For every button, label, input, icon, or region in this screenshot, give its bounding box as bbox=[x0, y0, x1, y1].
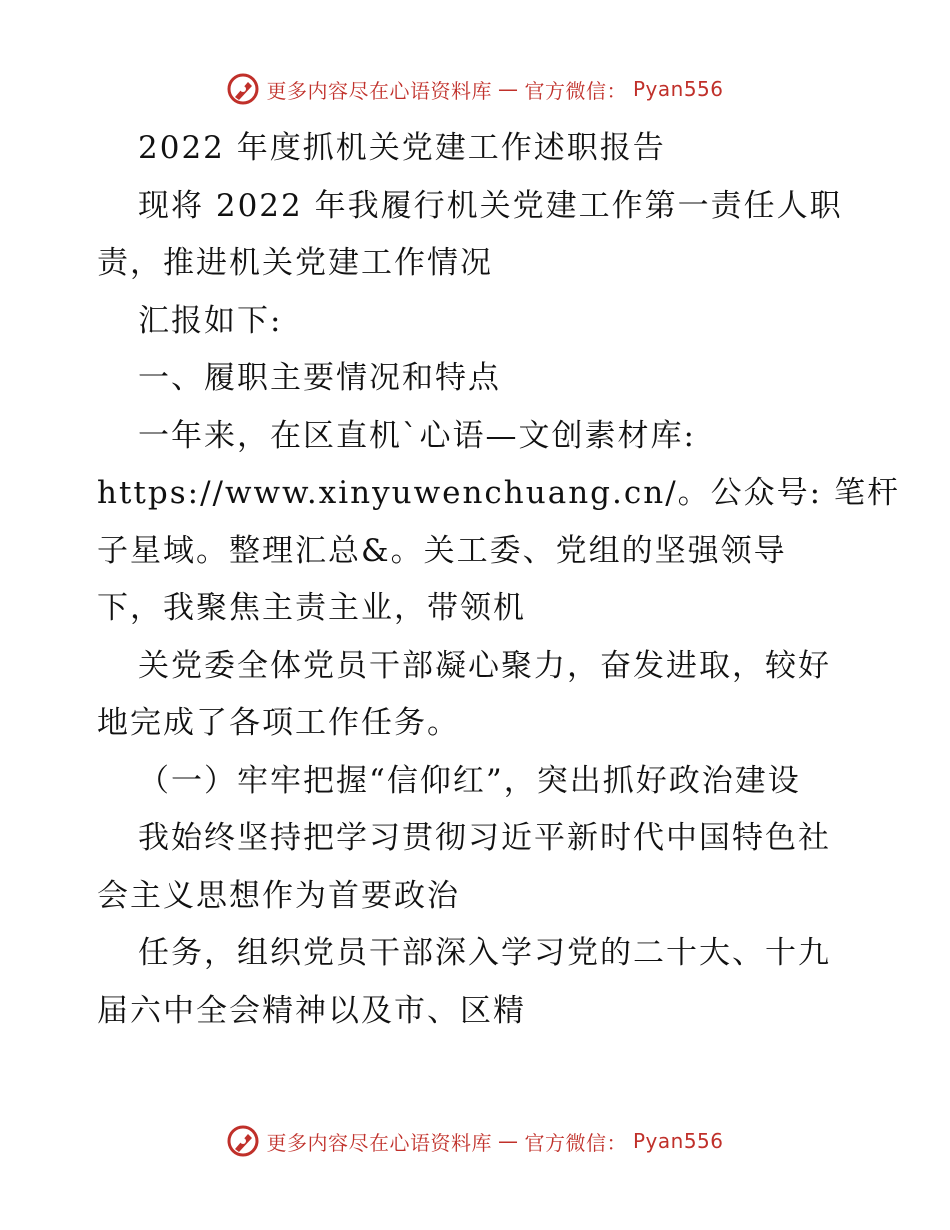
section-heading: 一、履职主要情况和特点 bbox=[138, 360, 501, 396]
watermark-text: 更多内容尽在心语资料库 bbox=[266, 1130, 492, 1155]
watermark-wechat-id: Pyan556 bbox=[632, 77, 724, 101]
pen-logo-icon bbox=[226, 72, 260, 106]
paragraph-line: 现将 2022 年我履行机关党建工作第一责任人职 bbox=[138, 187, 843, 224]
paragraph-line: 我始终坚持把学习贯彻习近平新时代中国特色社 bbox=[138, 820, 831, 856]
paragraph-line: https://www.xinyuwenchuang.cn/。公众号: 笔杆 bbox=[97, 475, 900, 511]
pen-logo-icon bbox=[226, 1124, 260, 1158]
paragraph-line: 责，推进机关党建工作情况 bbox=[97, 245, 493, 281]
watermark-text: 更多内容尽在心语资料库 bbox=[266, 78, 492, 103]
footer-watermark bbox=[0, 1124, 950, 1158]
watermark-wechat-label: 官方微信： bbox=[524, 1130, 627, 1155]
watermark-separator: — bbox=[497, 77, 519, 101]
watermark-wechat-label: 官方微信： bbox=[524, 78, 627, 103]
subsection-heading: （一）牢牢把握“信仰红”，突出抓好政治建设 bbox=[138, 762, 801, 799]
paragraph-line: 下，我聚焦主责主业，带领机 bbox=[97, 590, 526, 626]
document-body bbox=[97, 120, 900, 1040]
paragraph-line: 子星域。整理汇总&。关工委、党组的坚强领导 bbox=[97, 532, 787, 569]
paragraph-line: 一年来，在区直机`心语—文创素材库: bbox=[138, 417, 696, 454]
paragraph-line: 关党委全体党员干部凝心聚力，奋发进取，较好 bbox=[138, 647, 831, 684]
paragraph-line: 会主义思想作为首要政治 bbox=[97, 877, 460, 914]
header-watermark bbox=[0, 72, 950, 106]
paragraph-line: 任务，组织党员干部深入学习党的二十大、十九 bbox=[138, 935, 831, 971]
paragraph-line: 地完成了各项工作任务。 bbox=[97, 705, 460, 741]
watermark-separator: — bbox=[497, 1129, 519, 1153]
paragraph-line: 届六中全会精神以及市、区精 bbox=[97, 992, 526, 1029]
document-title: 2022 年度抓机关党建工作述职报告 bbox=[138, 130, 666, 166]
watermark-wechat-id: Pyan556 bbox=[632, 1129, 724, 1153]
paragraph-line: 汇报如下: bbox=[138, 302, 283, 339]
